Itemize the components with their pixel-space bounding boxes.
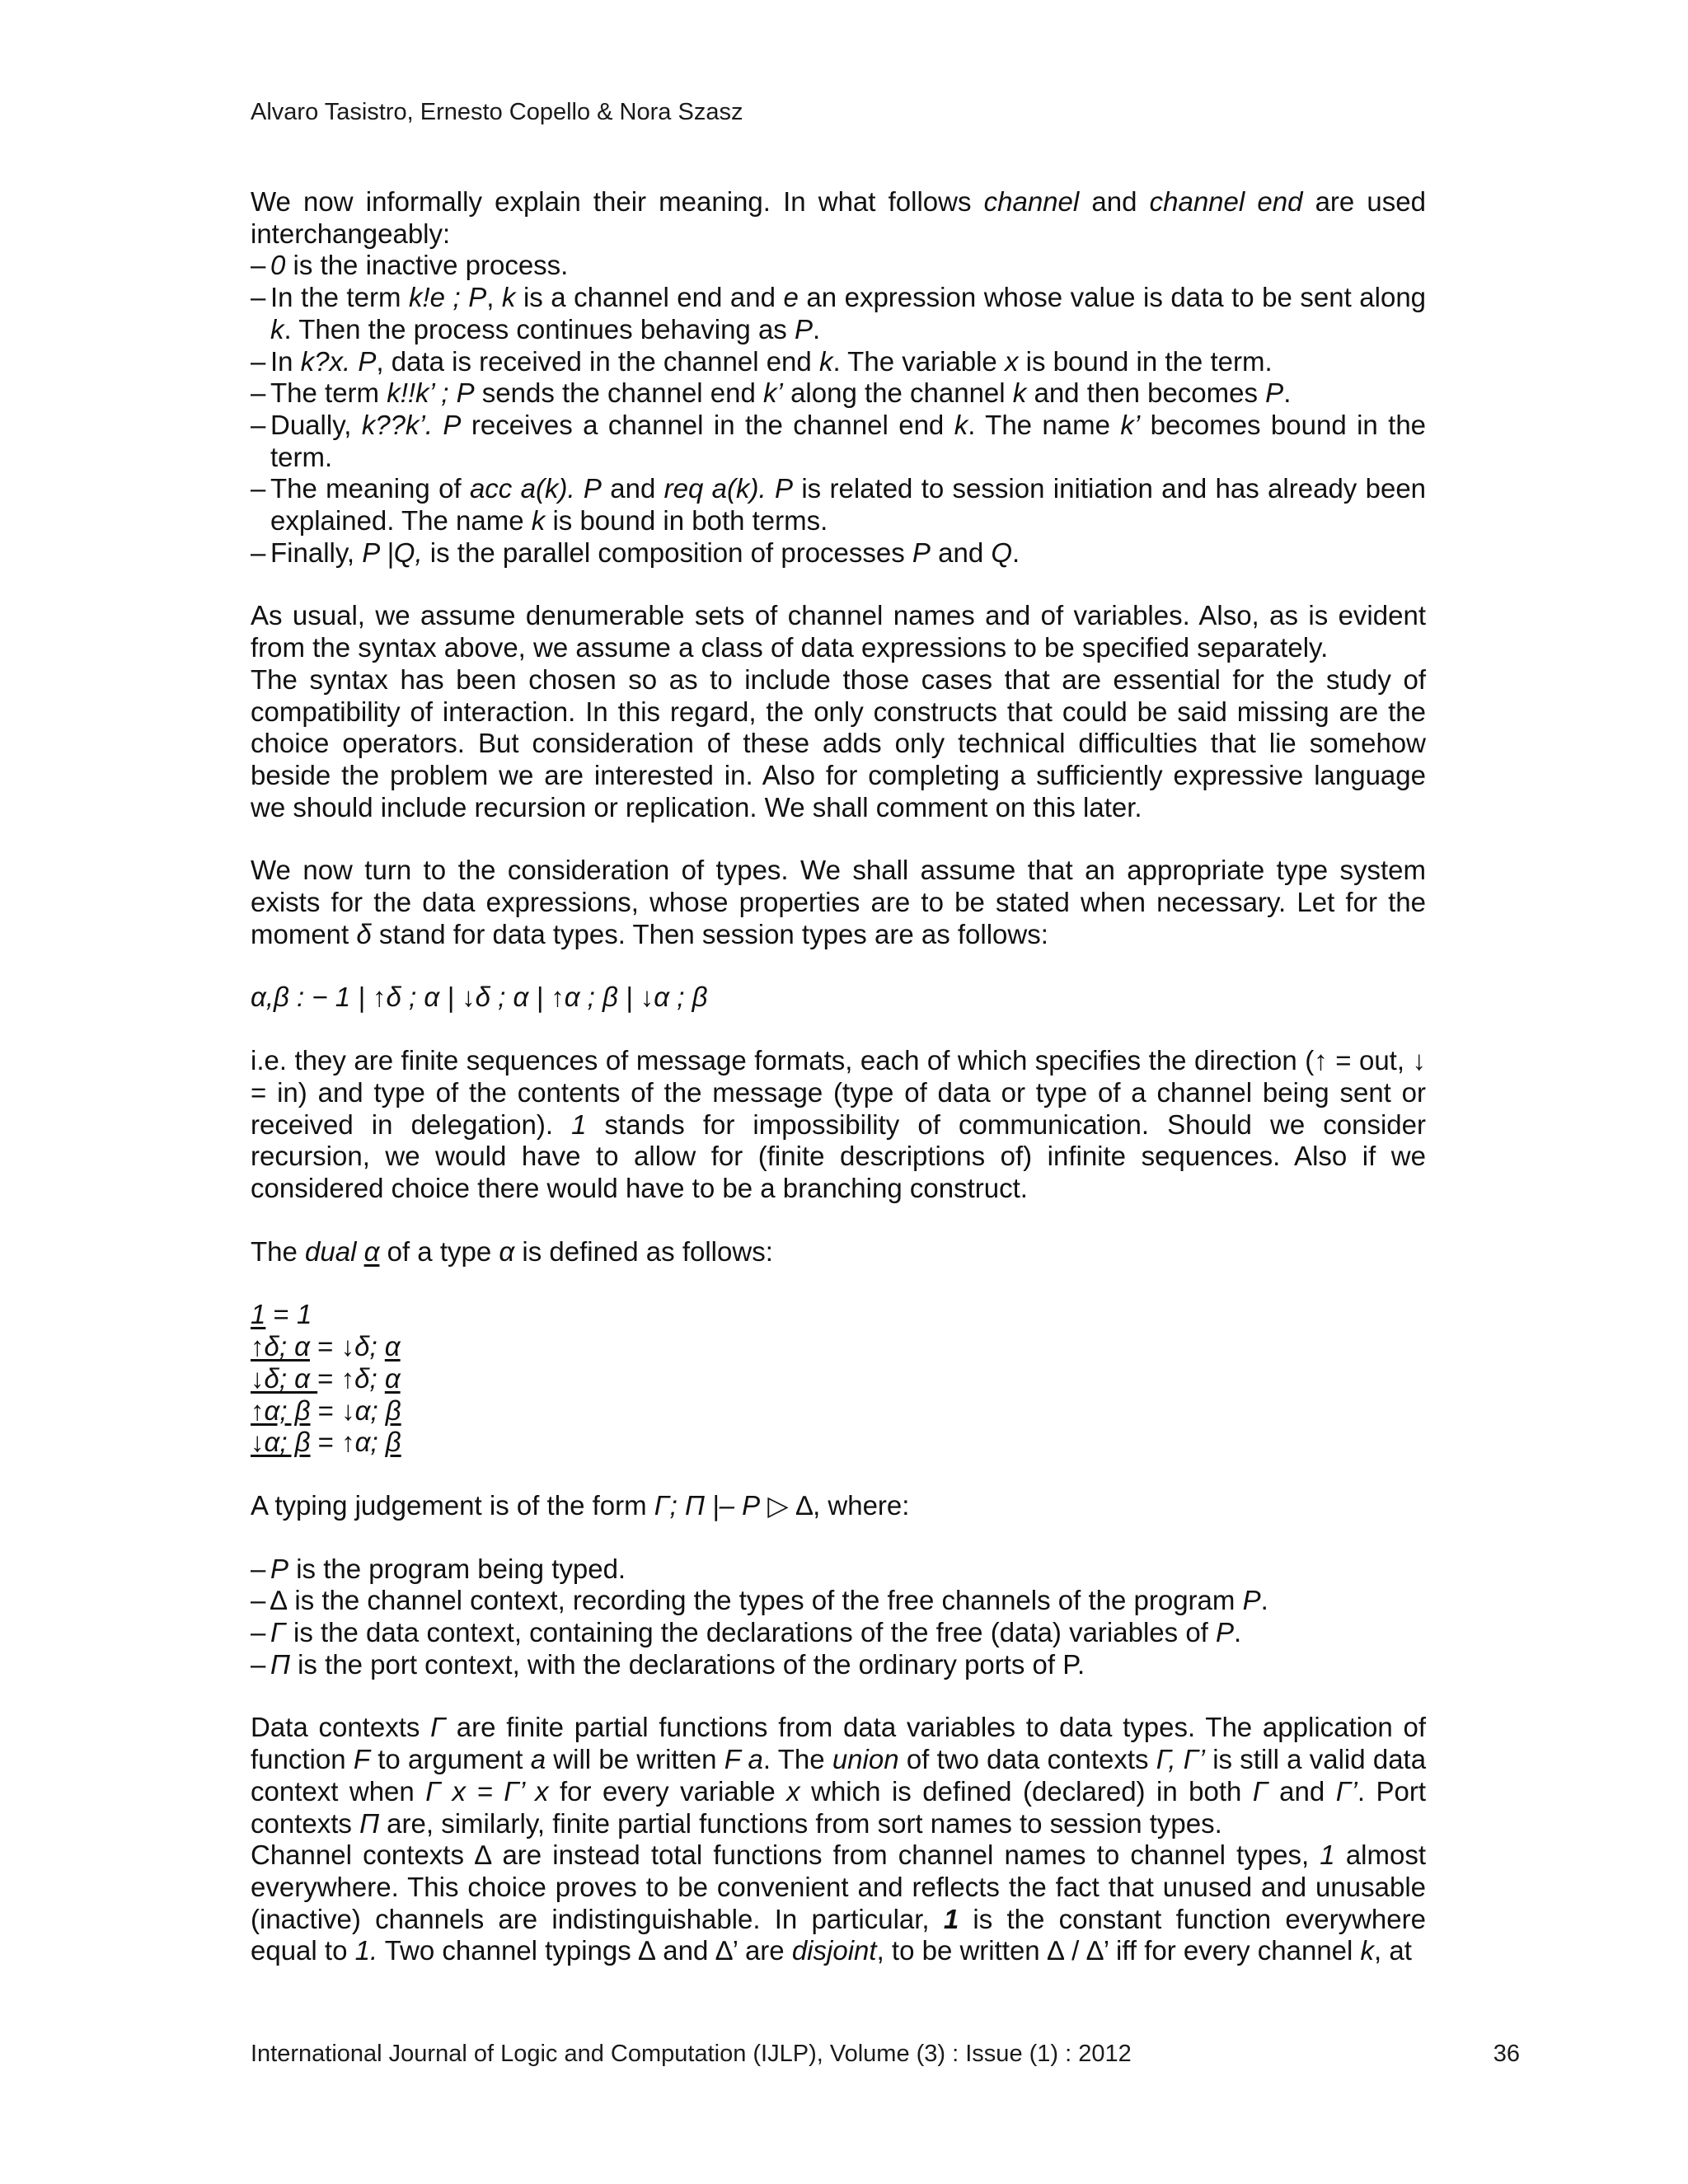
- paragraph-typing-judgement: A typing judgement is of the form Γ; Π |– P ▷ ∆, where:: [251, 1489, 910, 1521]
- list-item: – The meaning of acc a(k). P and req a(k). P is related to session initiation and has already been explained. The name k is bound in both terms.: [251, 473, 1427, 537]
- dual-equation: ↓α; β = ↑α; β: [251, 1427, 401, 1458]
- running-head: Alvaro Tasistro, Ernesto Copello & Nora Szasz: [251, 99, 743, 125]
- list-item: – The term k!!k’ ; P sends the channel end k’ along the channel k and then becomes P.: [251, 377, 1292, 409]
- paragraph-message-formats: i.e. they are finite sequences of message formats, each of which specifies the direction (↑ = out, ↓ = in) and type of the contents of the message (type of data or type of a channel being sent or received in delegation). 1 stands for impossibility of communication. Should we consider recursion, we would have to allow for (finite descriptions of) infinite sequences. Also if we considered choice there would have to be a branching construct.: [251, 1045, 1426, 1203]
- paragraph-channel-contexts: Channel contexts ∆ are instead total functions from channel names to channel types, 1 almost everywhere. This choice proves to be convenient and reflects the fact that unused and unusable (inactive) channels are indistinguishable. In particular, 1 is the constant function everywhere equal to 1. Two channel typings ∆ and ∆’ are disjoint, to be written ∆ / ∆’ iff for every channel k, at: [251, 1840, 1427, 1966]
- paragraph-syntax-assumptions: As usual, we assume denumerable sets of channel names and of variables. Also, as is evident from the syntax above, we assume a class of data expressions to be specified separately.: [251, 600, 1426, 663]
- paragraph-types: We now turn to the consideration of types. We shall assume that an appropriate type system exists for the data expressions, whose properties are to be stated when necessary. Let for the moment δ stand for data types. Then session types are as follows:: [251, 855, 1426, 949]
- paragraph-dual-intro: The dual α of a type α is defined as follows:: [251, 1235, 773, 1267]
- dual-equation: 1 = 1: [251, 1299, 312, 1330]
- list-item: – Γ is the data context, containing the declarations of the free (data) variables of P.: [251, 1617, 1242, 1648]
- list-item: – ∆ is the channel context, recording the types of the free channels of the program P.: [251, 1585, 1268, 1616]
- intro-paragraph: We now informally explain their meaning. In what follows channel and channel end are used interchangeably:: [251, 186, 1426, 249]
- dual-equation: ↑δ; α = ↓δ; α: [251, 1331, 401, 1362]
- page-number: 36: [1493, 2041, 1520, 2067]
- list-item: – Π is the port context, with the declarations of the ordinary ports of P.: [251, 1648, 1085, 1680]
- session-type-grammar: α,β : − 1 | ↑δ ; α | ↓δ ; α | ↑α ; β | ↓α ; β: [251, 982, 708, 1013]
- list-item: – In k?x. P, data is received in the channel end k. The variable x is bound in the term.: [251, 345, 1273, 377]
- dual-equation: ↓δ; α = ↑δ; α: [251, 1362, 401, 1394]
- page-body: [251, 186, 1426, 1967]
- journal-citation: International Journal of Logic and Computation (IJLP), Volume (3) : Issue (1) : 2012: [251, 2041, 1132, 2067]
- dual-equation: ↑α; β = ↓α; β: [251, 1394, 401, 1426]
- list-item: – Finally, P |Q, is the parallel composition of processes P and Q.: [251, 537, 1020, 568]
- list-item: – P is the program being typed.: [251, 1553, 626, 1584]
- paragraph-syntax-choice: The syntax has been chosen so as to include those cases that are essential for the study of compatibility of interaction. In this regard, the only constructs that could be said missing are the choice operators. But consideration of these adds only technical difficulties that lie somehow beside the problem we are interested in. Also for completing a sufficiently expressive language we should include recursion or replication. We shall comment on this later.: [251, 663, 1426, 823]
- dual-equations: [251, 1299, 1426, 1459]
- list-item: – Dually, k??k’. P receives a channel in the channel end k. The name k’ becomes bound in the term.: [251, 409, 1427, 472]
- list-item: – In the term k!e ; P, k is a channel end and e an expression whose value is data to be sent along k. Then the process continues behaving as P.: [251, 282, 1427, 344]
- page-footer: [251, 2039, 1520, 2069]
- paragraph-data-contexts: Data contexts Γ are finite partial functions from data variables to data types. The application of function F to argument a will be written F a. The union of two data contexts Γ, Γ’ is still a valid data context when Γ x = Γ’ x for every variable x which is defined (declared) in both Γ and Γ’. Port contexts Π are, similarly, finite partial functions from sort names to session types.: [251, 1712, 1427, 1839]
- list-item: – 0 is the inactive process.: [251, 250, 569, 281]
